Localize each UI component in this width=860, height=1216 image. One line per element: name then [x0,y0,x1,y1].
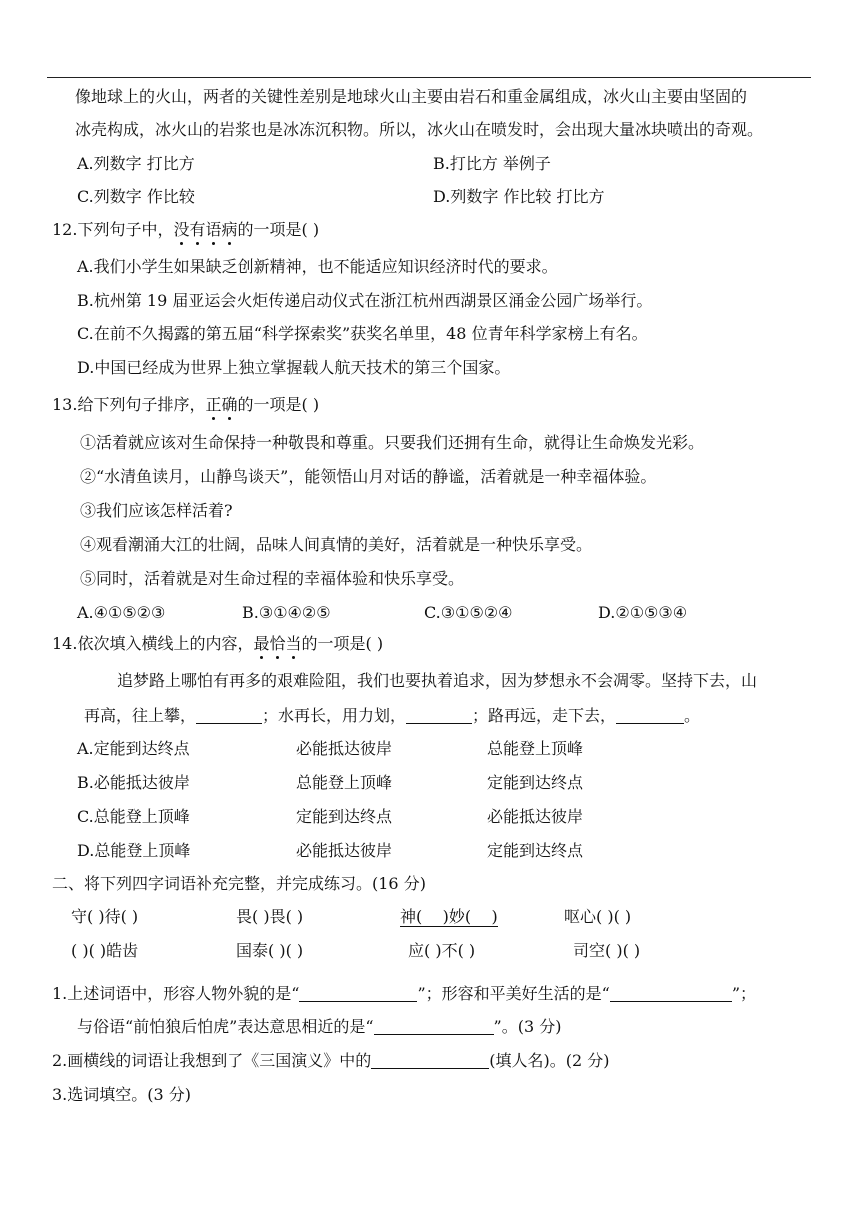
q14-option-b: B.必能抵达彼岸 [77,773,190,792]
q11-option-a: A.列数字 打比方 [77,154,195,173]
emphasis-char: 确 [221,395,238,414]
answer-blank[interactable] [196,707,262,724]
header-rule [47,77,811,78]
subquestion-2: 2.画横线的词语让我想到了《三国演义》中的 (填人名)。(2 分) [52,1051,610,1070]
idiom-item: 国泰( )( ) [236,941,304,960]
emphasis-char: 当 [285,634,302,653]
emphasis-char: 有 [189,220,206,239]
answer-blank[interactable] [299,985,417,1002]
idiom-item: 守( )待( ) [71,907,139,926]
q13-sentence-5: ⑤同时，活着就是对生命过程的幸福体验和快乐享受。 [80,569,465,588]
q11-option-b: B.打比方 举例子 [433,154,551,173]
q14-option-a-3: 总能登上顶峰 [487,739,584,758]
q14-option-a: A.定能到达终点 [77,739,190,758]
answer-blank[interactable] [371,1052,489,1069]
emphasis-char: 语 [205,220,222,239]
emphasis-char: 病 [221,220,238,239]
emphasis-char: 没 [173,220,190,239]
q13-option-a: A.④①⑤②③ [77,603,166,622]
subquestion-1-cont: 与俗语“前怕狼后怕虎”表达意思相近的是“ ”。(3 分) [77,1017,562,1036]
q12-option-b: B.杭州第 19 届亚运会火炬传递启动仪式在浙江杭州西湖景区涌金公园广场举行。 [77,291,653,310]
q12-stem: 12.下列句子中，没有语病的一项是( ) [52,220,320,239]
q13-option-d: D.②①⑤③④ [598,603,688,622]
idiom-item: ( )( )皓齿 [71,941,139,960]
q14-option-b-2: 总能登上顶峰 [296,773,393,792]
q14-paragraph-line: 追梦路上哪怕有再多的艰难险阻，我们也要执着追求，因为梦想永不会凋零。坚持下去，山 [117,671,758,690]
answer-blank[interactable] [406,707,472,724]
emphasis-char: 正 [205,395,222,414]
idiom-item: 呕心( )( ) [564,907,632,926]
q14-option-d: D.总能登上顶峰 [77,841,191,860]
idiom-item-underlined: 神( )妙( ) [400,907,498,926]
q11-option-c: C.列数字 作比较 [77,187,195,206]
subquestion-3: 3.选词填空。(3 分) [52,1085,192,1104]
q14-option-d-3: 定能到达终点 [487,841,584,860]
q13-sentence-4: ④观看潮涌大江的壮阔，品味人间真情的美好，活着就是一种快乐享受。 [80,535,593,554]
q12-option-d: D.中国已经成为世界上独立掌握载人航天技术的第三个国家。 [77,358,511,377]
q13-sentence-3: ③我们应该怎样活着? [80,501,233,520]
q14-option-c-3: 必能抵达彼岸 [487,807,584,826]
q14-option-d-2: 必能抵达彼岸 [296,841,393,860]
q13-option-c: C.③①⑤②④ [424,603,513,622]
q12-option-c: C.在前不久揭露的第五届“科学探索奖”获奖名单里，48 位青年科学家榜上有名。 [77,324,648,343]
idiom-item: 司空( )( ) [573,941,641,960]
passage-line: 像地球上的火山，两者的关键性差别是地球火山主要由岩石和重金属组成，冰火山主要由坚固的 [75,87,748,106]
q11-option-d: D.列数字 作比较 打比方 [433,187,605,206]
q14-option-b-3: 定能到达终点 [487,773,584,792]
q14-option-c-2: 定能到达终点 [296,807,393,826]
answer-blank[interactable] [610,985,732,1002]
section-2-title: 二、将下列四字词语补充完整，并完成练习。(16 分) [52,874,426,893]
q14-paragraph-line: 再高，往上攀， ；水再长，用力划， ；路再远，走下去， 。 [84,706,701,725]
q13-sentence-2: ②“水清鱼读月，山静鸟谈天”，能领悟山月对话的静谧，活着就是一种幸福体验。 [80,467,657,486]
q14-option-c: C.总能登上顶峰 [77,807,190,826]
q12-option-a: A.我们小学生如果缺乏创新精神，也不能适应知识经济时代的要求。 [77,257,558,276]
answer-blank[interactable] [616,707,684,724]
emphasis-char: 最 [253,634,270,653]
answer-blank[interactable] [374,1018,494,1035]
passage-line: 冰壳构成，冰火山的岩浆也是冰冻沉积物。所以，冰火山在喷发时，会出现大量冰块喷出的奇观。 [75,120,764,139]
q13-sentence-1: ①活着就应该对生命保持一种敬畏和尊重。只要我们还拥有生命，就得让生命焕发光彩。 [80,433,705,452]
q13-stem: 13.给下列句子排序，正确的一项是( ) [52,395,320,414]
idiom-item: 应( )不( ) [408,941,476,960]
q14-option-a-2: 必能抵达彼岸 [296,739,393,758]
q14-stem: 14.依次填入横线上的内容，最恰当的一项是( ) [52,634,384,653]
idiom-item: 畏( )畏( ) [236,907,304,926]
q13-option-b: B.③①④②⑤ [242,603,331,622]
subquestion-1: 1.上述词语中，形容人物外貌的是“ ”；形容和平美好生活的是“ ”； [52,984,757,1003]
emphasis-char: 恰 [269,634,286,653]
